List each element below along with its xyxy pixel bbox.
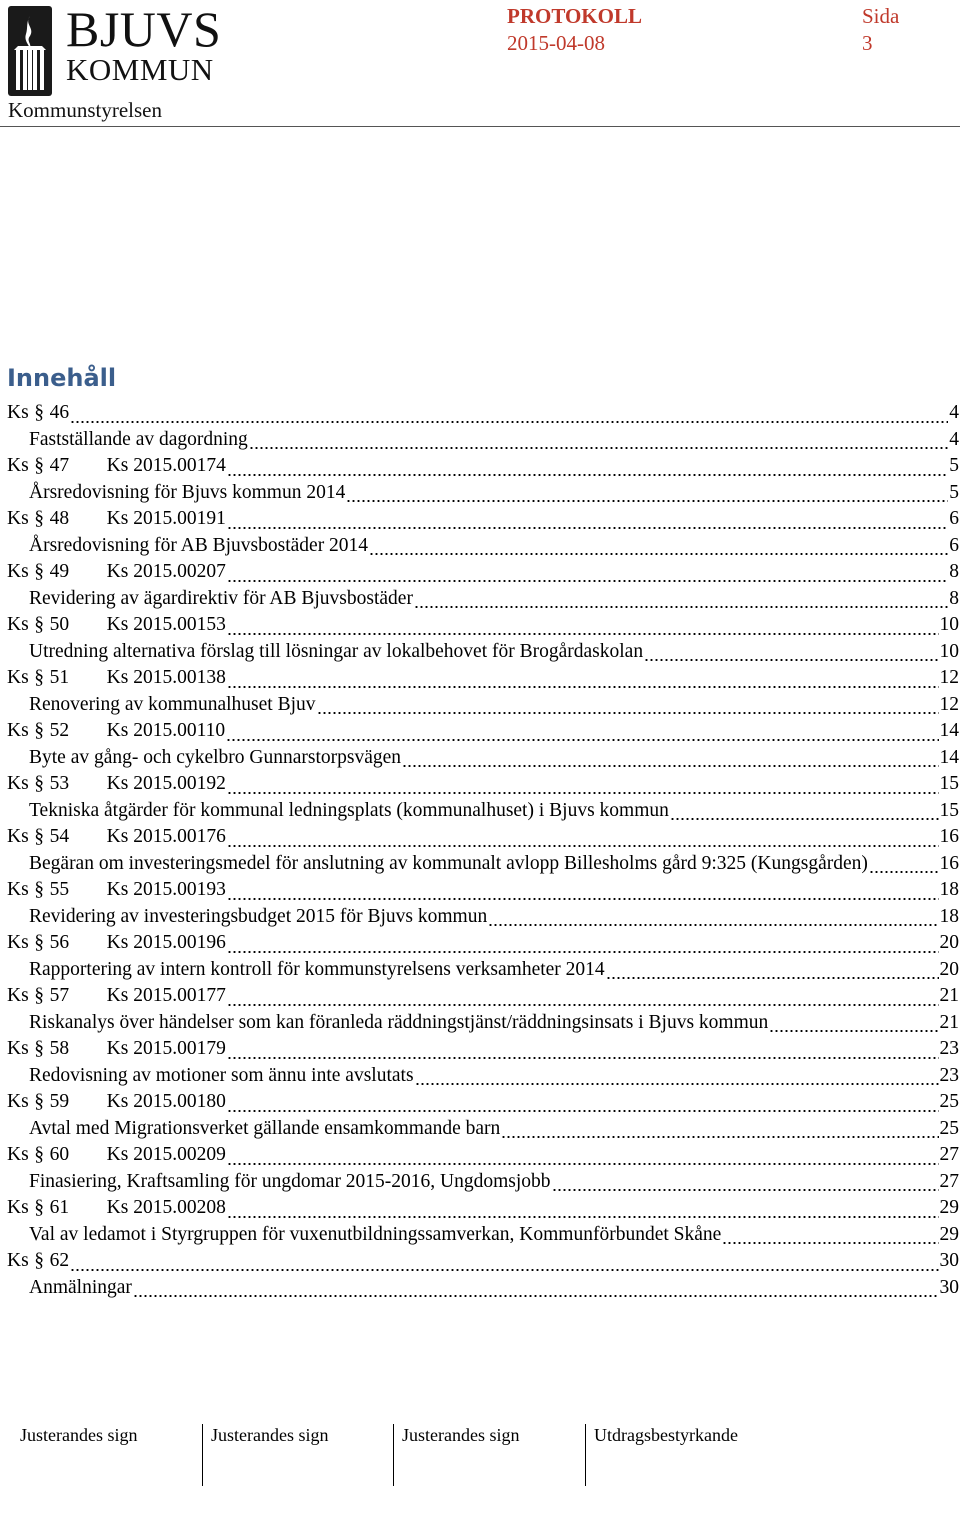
dot-leader [227,1040,939,1060]
logo-name: BJUVS [66,1,222,57]
toc-entry[interactable] [7,851,959,878]
toc-page-number: 5 [949,455,959,476]
paragraph-number: 62 [49,1250,70,1271]
toc-page-number: 12 [939,667,959,688]
section-sign: § [34,561,45,582]
section-sign: § [34,1197,45,1218]
header-divider [0,126,960,127]
toc-entry[interactable] [7,1169,959,1196]
toc-entry[interactable] [7,1116,959,1143]
toc-entry[interactable] [7,771,959,798]
dot-leader [869,854,939,874]
toc-page-number: 18 [939,879,959,900]
ks-prefix: Ks [7,1250,29,1271]
ks-prefix: Ks [7,667,29,688]
toc-page-number: 29 [939,1197,959,1218]
toc-entry[interactable] [7,957,959,984]
toc-page-number: 8 [949,587,959,609]
toc-page-number: 5 [949,481,959,503]
municipality-logo-icon [8,6,52,96]
case-number: Ks 2015.00177 [106,985,226,1006]
toc-entry-text [7,453,226,480]
toc-page-number: 21 [939,1011,959,1033]
document-date: 2015-04-08 [507,31,605,55]
section-sign: § [34,667,45,688]
toc-entry-text: Fastställande av dagordning [29,428,248,450]
toc-page-number: 12 [939,693,959,715]
page-header [0,0,960,130]
case-number: Ks 2015.00191 [106,508,226,529]
toc-entry-text: Årsredovisning för AB Bjuvsbostäder 2014 [29,534,369,556]
section-sign: § [34,932,45,953]
toc-entry-text: Redovisning av motioner som ännu inte avslutats [29,1064,414,1086]
toc-entry[interactable] [7,745,959,772]
toc-entry[interactable] [7,692,959,719]
section-sign: § [34,1144,45,1165]
dot-leader [227,457,948,477]
toc-entry-text: Revidering av ägardirektiv för AB Bjuvsbostäder [29,587,413,609]
dot-leader [133,1278,939,1298]
dot-leader [226,722,938,742]
toc-entry-text: Finasiering, Kraftsamling för ungdomar 2015-2016, Ungdomsjobb [29,1170,551,1192]
dot-leader [317,695,939,715]
toc-page-number: 30 [939,1250,959,1271]
toc-page-number: 25 [939,1117,959,1139]
toc-page-number: 27 [939,1144,959,1165]
dot-leader [227,616,939,636]
dot-leader [488,907,938,927]
dot-leader [227,1093,939,1113]
case-number: Ks 2015.00176 [106,826,226,847]
toc-entry-text [7,506,226,533]
dot-leader [249,430,948,450]
dot-leader [227,1146,939,1166]
toc-entry-text [7,1089,226,1116]
ks-prefix: Ks [7,826,29,847]
toc-page-number: 23 [939,1038,959,1059]
ks-prefix: Ks [7,614,29,635]
section-sign: § [34,614,45,635]
section-sign: § [34,985,45,1006]
dot-leader [501,1119,938,1139]
toc-heading: Innehåll [7,364,117,392]
toc-entry-text [7,1248,69,1275]
toc-entry[interactable] [7,1248,959,1275]
toc-entry[interactable] [7,559,959,586]
toc-page-number: 4 [949,402,959,423]
toc-entry[interactable] [7,586,959,613]
ks-prefix: Ks [7,1197,29,1218]
section-sign: § [34,1091,45,1112]
paragraph-number: 57 [49,985,70,1006]
toc-page-number: 30 [939,1276,959,1298]
case-number: Ks 2015.00192 [106,773,226,794]
dot-leader [227,669,939,689]
signature-footer [0,1424,960,1514]
case-number: Ks 2015.00180 [106,1091,226,1112]
case-number: Ks 2015.00174 [106,455,226,476]
toc-page-number: 15 [939,799,959,821]
toc-page-number: 25 [939,1091,959,1112]
ks-prefix: Ks [7,561,29,582]
toc-entry[interactable] [7,480,959,507]
toc-page-number: 6 [949,534,959,556]
toc-entry-text: Tekniska åtgärder för kommunal ledningsplats (kommunalhuset) i Bjuvs kommun [29,799,669,821]
signature-field-2: Justerandes sign [211,1425,329,1445]
toc-entry[interactable] [7,824,959,851]
paragraph-number: 51 [49,667,70,688]
dot-leader [70,404,948,424]
paragraph-number: 61 [49,1197,70,1218]
toc-entry[interactable] [7,1195,959,1222]
signature-field-4: Utdragsbestyrkande [594,1425,738,1445]
case-number: Ks 2015.00207 [106,561,226,582]
case-number: Ks 2015.00110 [106,720,226,741]
toc-entry[interactable] [7,612,959,639]
logo-subname: KOMMUN [66,52,214,87]
dot-leader [70,1252,938,1272]
toc-entry[interactable] [7,718,959,745]
toc-entry[interactable] [7,798,959,825]
ks-prefix: Ks [7,879,29,900]
toc-entry-text: Renovering av kommunalhuset Bjuv [29,693,316,715]
toc-page-number: 20 [939,958,959,980]
ks-prefix: Ks [7,932,29,953]
toc-entry[interactable] [7,506,959,533]
dot-leader [722,1225,938,1245]
toc-entry[interactable] [7,1142,959,1169]
section-sign: § [34,402,45,423]
organization-unit: Kommunstyrelsen [8,98,162,122]
ks-prefix: Ks [7,1038,29,1059]
dot-leader [606,960,939,980]
toc-page-number: 16 [939,852,959,874]
section-sign: § [34,1038,45,1059]
ks-prefix: Ks [7,1144,29,1165]
ks-prefix: Ks [7,773,29,794]
section-sign: § [34,773,45,794]
toc-page-number: 21 [939,985,959,1006]
toc-entry-text [7,1036,226,1063]
toc-entry[interactable] [7,904,959,931]
toc-page-number: 27 [939,1170,959,1192]
paragraph-number: 50 [49,614,70,635]
ks-prefix: Ks [7,455,29,476]
table-of-contents [7,400,959,1301]
toc-page-number: 14 [939,746,959,768]
toc-page-number: 18 [939,905,959,927]
toc-page-number: 20 [939,932,959,953]
toc-entry-text: Begäran om investeringsmedel för anslutning av kommunalt avlopp Billesholms gård 9:325 (Kungsgården) [29,852,868,874]
section-sign: § [34,826,45,847]
ks-prefix: Ks [7,720,29,741]
dot-leader [670,801,939,821]
toc-page-number: 16 [939,826,959,847]
toc-entry[interactable] [7,1275,959,1302]
case-number: Ks 2015.00208 [106,1197,226,1218]
toc-entry[interactable] [7,930,959,957]
page-label: Sida [862,4,900,28]
toc-entry[interactable] [7,1222,959,1249]
section-sign: § [34,508,45,529]
dot-leader [227,510,948,530]
toc-entry[interactable] [7,453,959,480]
dot-leader [552,1172,939,1192]
toc-entry-text: Revidering av investeringsbudget 2015 för Bjuvs kommun [29,905,488,927]
paragraph-number: 48 [49,508,70,529]
toc-entry[interactable] [7,1036,959,1063]
ks-prefix: Ks [7,508,29,529]
toc-entry-text: Utredning alternativa förslag till lösningar av lokalbehovet för Brogårdaskolan [29,640,644,662]
toc-entry-text: Byte av gång- och cykelbro Gunnarstorpsvägen [29,746,402,768]
case-number: Ks 2015.00196 [106,932,226,953]
paragraph-number: 56 [49,932,70,953]
page-number: 3 [862,31,873,55]
toc-entry[interactable] [7,983,959,1010]
case-number: Ks 2015.00179 [106,1038,226,1059]
toc-page-number: 23 [939,1064,959,1086]
toc-entry[interactable] [7,400,959,427]
toc-entry-text [7,877,226,904]
toc-entry-text: Rapportering av intern kontroll för kommunstyrelsens verksamheter 2014 [29,958,605,980]
toc-entry[interactable] [7,665,959,692]
toc-entry[interactable] [7,427,959,454]
toc-entry[interactable] [7,1063,959,1090]
toc-page-number: 10 [939,640,959,662]
toc-entry-text [7,718,225,745]
toc-entry-text [7,1195,226,1222]
toc-entry-text: Avtal med Migrationsverket gällande ensamkommande barn [29,1117,501,1139]
toc-entry-text [7,400,69,427]
dot-leader [415,1066,939,1086]
dot-leader [227,987,939,1007]
paragraph-number: 49 [49,561,70,582]
dot-leader [227,828,939,848]
toc-entry-text [7,559,226,586]
ks-prefix: Ks [7,985,29,1006]
case-number: Ks 2015.00153 [106,614,226,635]
toc-entry-text [7,612,226,639]
dot-leader [227,934,939,954]
toc-entry[interactable] [7,1089,959,1116]
toc-page-number: 29 [939,1223,959,1245]
paragraph-number: 58 [49,1038,70,1059]
toc-page-number: 8 [949,561,959,582]
paragraph-number: 52 [49,720,70,741]
dot-leader [227,1199,939,1219]
dot-leader [227,775,939,795]
ks-prefix: Ks [7,402,29,423]
toc-entry-text [7,771,226,798]
toc-entry-text [7,1142,226,1169]
paragraph-number: 46 [49,402,70,423]
toc-entry-text [7,824,226,851]
paragraph-number: 55 [49,879,70,900]
dot-leader [227,881,939,901]
dot-leader [402,748,938,768]
toc-page-number: 15 [939,773,959,794]
dot-leader [644,642,938,662]
section-sign: § [34,455,45,476]
case-number: Ks 2015.00138 [106,667,226,688]
toc-entry-text: Val av ledamot i Styrgruppen för vuxenutbildningssamverkan, Kommunförbundet Skåne [29,1223,722,1245]
toc-entry[interactable] [7,877,959,904]
case-number: Ks 2015.00209 [106,1144,226,1165]
toc-page-number: 10 [939,614,959,635]
dot-leader [346,483,948,503]
dot-leader [414,589,948,609]
dot-leader [227,563,948,583]
toc-entry[interactable] [7,533,959,560]
toc-entry-text [7,930,226,957]
document-type: PROTOKOLL [507,4,642,28]
dot-leader [769,1013,938,1033]
toc-entry-text [7,665,226,692]
section-sign: § [34,720,45,741]
ks-prefix: Ks [7,1091,29,1112]
paragraph-number: 53 [49,773,70,794]
toc-entry-text: Årsredovisning för Bjuvs kommun 2014 [29,481,346,503]
toc-entry-text: Anmälningar [29,1276,132,1298]
signature-field-3: Justerandes sign [402,1425,520,1445]
paragraph-number: 47 [49,455,70,476]
paragraph-number: 54 [49,826,70,847]
section-sign: § [34,1250,45,1271]
toc-entry[interactable] [7,639,959,666]
toc-entry[interactable] [7,1010,959,1037]
case-number: Ks 2015.00193 [106,879,226,900]
toc-page-number: 6 [949,508,959,529]
dot-leader [369,536,948,556]
toc-page-number: 4 [949,428,959,450]
toc-page-number: 14 [939,720,959,741]
toc-entry-text [7,983,226,1010]
paragraph-number: 59 [49,1091,70,1112]
paragraph-number: 60 [49,1144,70,1165]
signature-field-1: Justerandes sign [20,1425,138,1445]
section-sign: § [34,879,45,900]
toc-entry-text: Riskanalys över händelser som kan föranleda räddningstjänst/räddningsinsats i Bjuvs kommun [29,1011,769,1033]
